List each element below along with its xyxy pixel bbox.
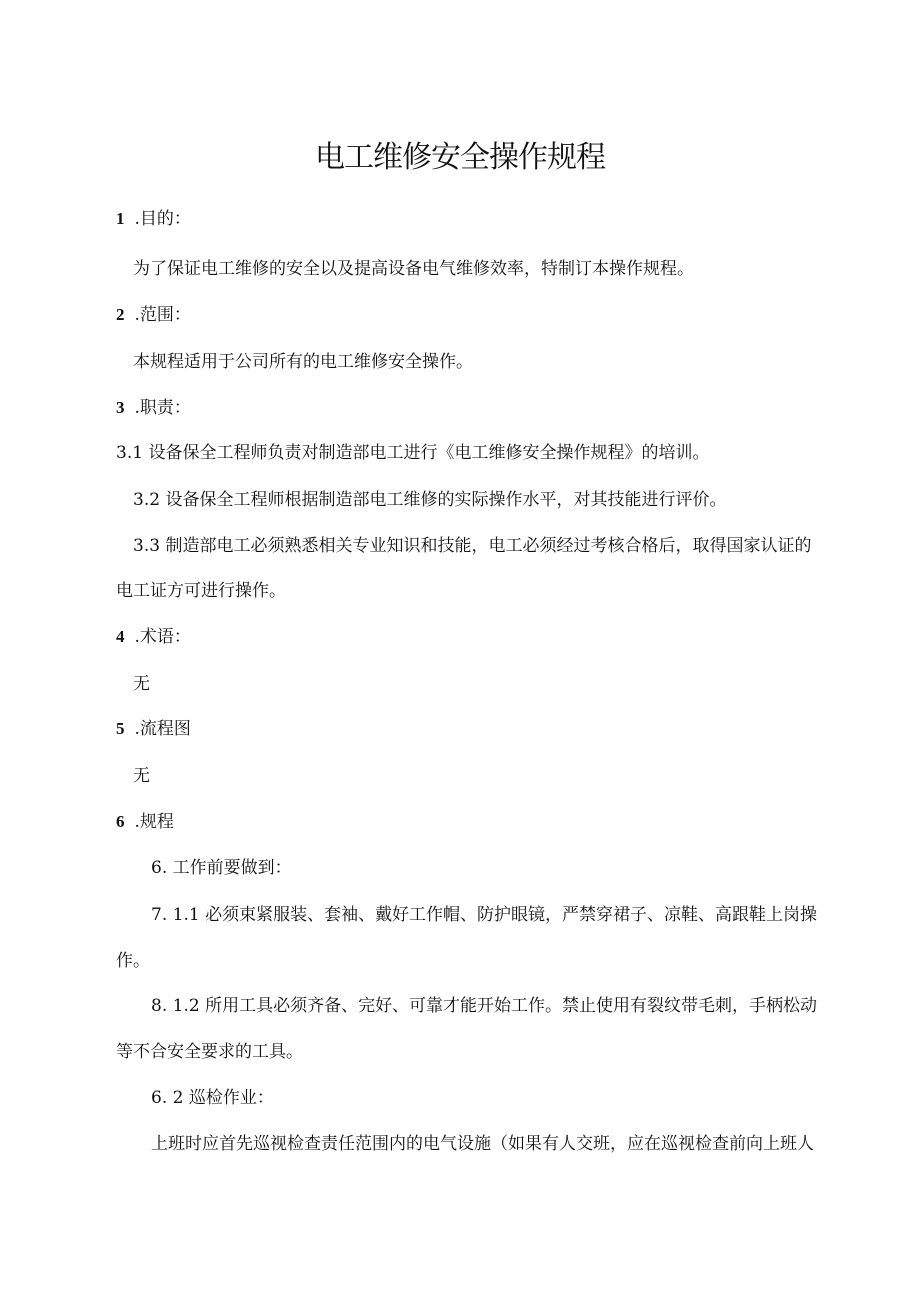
section-4-body: 无 — [133, 674, 150, 694]
section-5-body: 无 — [133, 766, 150, 786]
section-2-body: 本规程适用于公司所有的电工维修安全操作。 — [133, 352, 473, 372]
section-1-heading — [116, 208, 191, 230]
section-label: .范围： — [134, 305, 191, 325]
section-6-paragraph-5: 上班时应首先巡视检查责任范围内的电气设施（如果有人交班，应在巡视检查前向上班人 — [151, 1134, 814, 1154]
section-number: 5 — [116, 719, 125, 738]
section-3-paragraph-3-cont: 电工证方可进行操作。 — [116, 581, 286, 601]
section-6-paragraph-2: 7. 1.1 必须束紧服装、套袖、戴好工作帽、防护眼镜，严禁穿裙子、凉鞋、高跟鞋上岗操 — [151, 905, 818, 925]
section-label: .目的： — [134, 209, 191, 229]
document-title: 电工维修安全操作规程 — [315, 140, 605, 175]
section-number: 1 — [116, 209, 125, 228]
section-2-heading — [116, 304, 191, 326]
section-6-paragraph-3-cont: 等不合安全要求的工具。 — [116, 1042, 303, 1062]
section-5-heading — [116, 718, 191, 740]
section-3-paragraph-2: 3.2 设备保全工程师根据制造部电工维修的实际操作水平，对其技能进行评价。 — [133, 490, 727, 510]
section-number: 6 — [116, 812, 125, 831]
section-3-heading — [116, 397, 191, 419]
section-label: .职责： — [134, 398, 191, 418]
section-label: .规程 — [134, 812, 174, 832]
section-4-heading — [116, 626, 191, 648]
section-number: 2 — [116, 305, 125, 324]
section-6-heading — [116, 811, 174, 833]
section-3-paragraph-1: 3.1 设备保全工程师负责对制造部电工进行《电工维修安全操作规程》的培训。 — [116, 443, 710, 463]
section-6-paragraph-2-cont: 作。 — [116, 951, 150, 971]
section-6-paragraph-3: 8. 1.2 所用工具必须齐备、完好、可靠才能开始工作。禁止使用有裂纹带毛刺，手柄松动 — [151, 996, 818, 1016]
section-6-paragraph-4: 6. 2 巡检作业： — [151, 1088, 274, 1108]
section-number: 3 — [116, 398, 125, 417]
section-number: 4 — [116, 627, 125, 646]
section-1-body: 为了保证电工维修的安全以及提高设备电气维修效率，特制订本操作规程。 — [133, 259, 694, 279]
section-6-paragraph-1: 6. 工作前要做到： — [151, 858, 292, 878]
section-3-paragraph-3: 3.3 制造部电工必须熟悉相关专业知识和技能，电工必须经过考核合格后，取得国家认证的 — [133, 536, 812, 556]
section-label: .流程图 — [134, 719, 191, 739]
section-label: .术语： — [134, 627, 191, 647]
